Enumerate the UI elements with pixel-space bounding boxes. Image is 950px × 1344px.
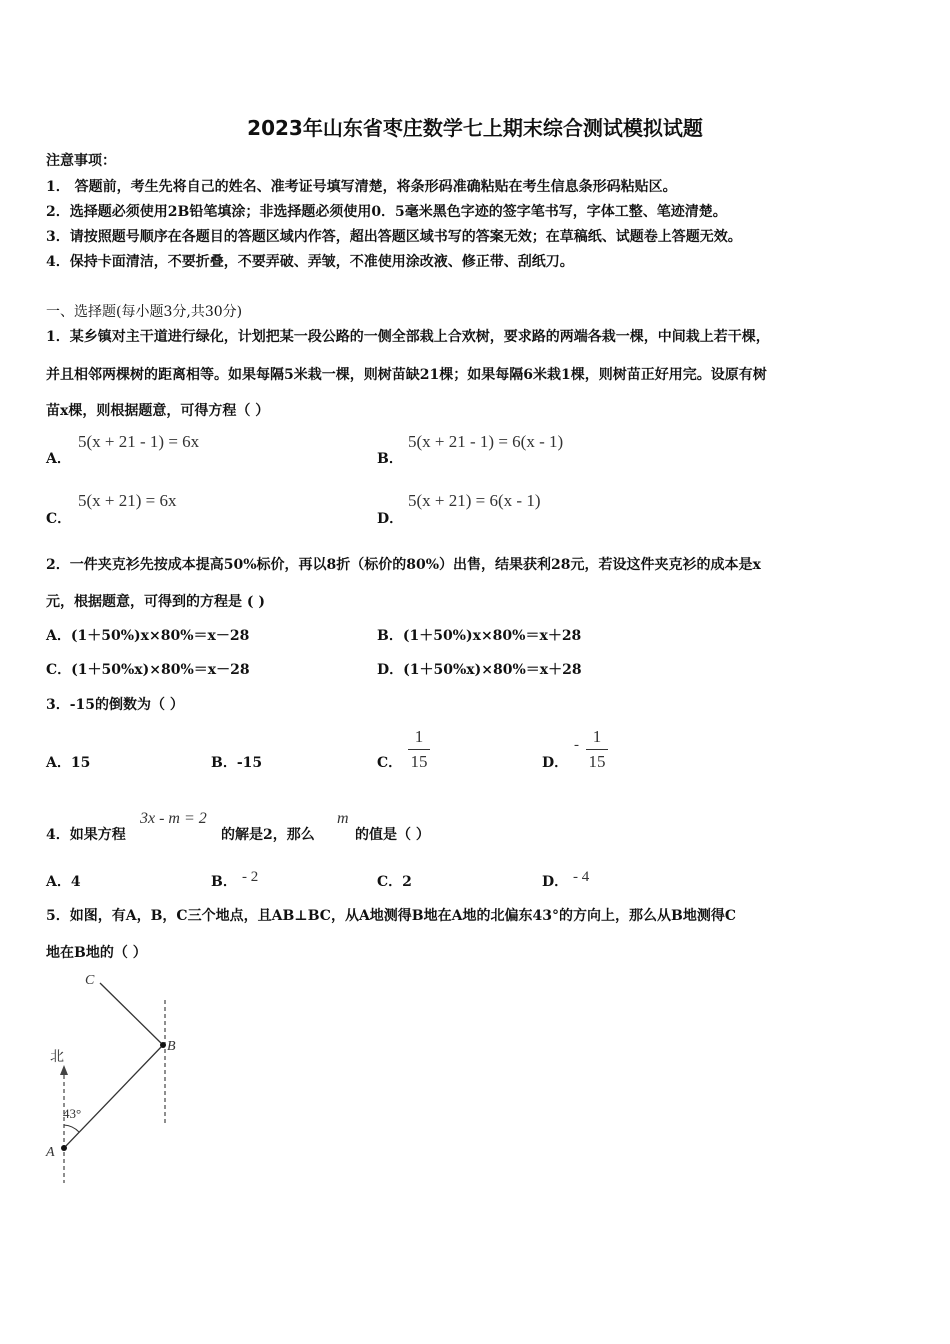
q3-option-d-sign: - <box>574 737 579 753</box>
q4-option-b-label: B． <box>211 874 237 890</box>
q4-stem-suffix: 的值是（ ） <box>355 827 430 843</box>
notice-item: 2．选择题必须使用2B铅笔填涂；非选择题必须使用0．5毫米黑色字迹的签字笔书写，字体工整、笔迹清楚。 <box>46 204 727 220</box>
fraction-bar <box>408 749 430 750</box>
q1-option-a-label: A． <box>46 451 71 467</box>
q1-option-a-equation: 5(x + 21 - 1) = 6x <box>78 432 200 451</box>
label-c: C <box>85 973 95 988</box>
q4-variable: m <box>337 810 349 827</box>
q4-stem-middle: 的解是2，那么 <box>221 827 315 843</box>
section-heading: 一、选择题(每小题3分,共30分) <box>46 304 243 320</box>
fraction-numerator: 1 <box>592 727 602 746</box>
q1-option-d-label: D． <box>377 511 404 527</box>
q5-stem-line: 地在B地的（ ） <box>46 945 147 961</box>
q2-option-a: A．(1＋50%)x×80%＝x－28 <box>46 628 250 644</box>
point-b <box>160 1042 166 1048</box>
fraction-denominator: 15 <box>410 752 428 771</box>
fraction-bar <box>586 749 608 750</box>
q1-stem-line: 并且相邻两棵树的距离相等。如果每隔5米栽一棵，则树苗缺21棵；如果每隔6米栽1棵，则树苗正好用完。设原有树 <box>46 367 767 383</box>
q2-option-b: B．(1＋50%)x×80%＝x＋28 <box>377 628 582 644</box>
q1-option-c-equation: 5(x + 21) = 6x <box>78 491 177 510</box>
q4-option-a: A．4 <box>46 874 81 890</box>
notice-heading: 注意事项： <box>46 153 116 169</box>
q2-stem-line: 2．一件夹克衫先按成本提高50%标价，再以8折（标价的80%）出售，结果获利28元，若设这件夹克衫的成本是x <box>46 557 761 573</box>
page-title: 2023年山东省枣庄数学七上期末综合测试模拟试题 <box>247 116 703 140</box>
q3-option-c-label: C． <box>377 755 403 771</box>
q4-option-c: C．2 <box>377 874 412 890</box>
segment-ab <box>64 1045 163 1148</box>
angle-label: 43° <box>63 1106 82 1121</box>
angle-arc <box>64 1125 79 1132</box>
q4-stem-prefix: 4．如果方程 <box>46 827 126 843</box>
label-a: A <box>46 1145 55 1160</box>
notice-item: 4．保持卡面清洁，不要折叠，不要弄破、弄皱，不准使用涂改液、修正带、刮纸刀。 <box>46 254 574 270</box>
q3-stem: 3．-15的倒数为（ ） <box>46 697 184 713</box>
q1-option-c-label: C． <box>46 511 72 527</box>
notice-item: 3．请按照题号顺序在各题目的答题区域内作答，超出答题区域书写的答案无效；在草稿纸、试题卷上答题无效。 <box>46 229 742 245</box>
q2-option-d: D．(1＋50%x)×80%＝x＋28 <box>377 662 582 678</box>
q1-option-b-label: B． <box>377 451 403 467</box>
point-a <box>61 1145 67 1151</box>
q4-equation: 3x - m = 2 <box>140 810 207 827</box>
q1-stem-line: 1．某乡镇对主干道进行绿化，计划把某一段公路的一侧全部栽上合欢树，要求路的两端各栽一棵，中间栽上若干棵， <box>46 329 770 345</box>
q4-option-d-label: D． <box>542 874 569 890</box>
north-arrow-icon <box>60 1065 68 1075</box>
q5-stem-line: 5．如图，有A，B，C三个地点，且AB⊥BC，从A地测得B地在A地的北偏东43°的方向上，那么从B地测得C <box>46 908 736 924</box>
label-b: B <box>167 1039 176 1054</box>
q4-option-d-value: - 4 <box>573 869 590 885</box>
q3-option-b: B．-15 <box>211 755 263 771</box>
q1-stem-line: 苗x棵，则根据题意，可得方程（ ） <box>46 403 270 419</box>
fraction-numerator: 1 <box>414 727 424 746</box>
q2-stem-line: 元，根据题意，可得到的方程是 ( ) <box>46 594 265 610</box>
fraction-denominator: 15 <box>588 752 606 771</box>
q3-option-c-fraction <box>408 727 430 772</box>
notice-item: 1． 答题前，考生先将自己的姓名、准考证号填写清楚，将条形码准确粘贴在考生信息条形码粘贴区。 <box>46 179 677 195</box>
q3-option-a: A．15 <box>46 755 91 771</box>
q2-option-c: C．(1＋50%x)×80%＝x－28 <box>46 662 250 678</box>
q3-option-d-fraction <box>586 727 608 772</box>
q3-option-d-label: D． <box>542 755 569 771</box>
bearing-figure <box>40 965 190 1190</box>
north-label: 北 <box>50 1049 64 1065</box>
q4-option-b-value: - 2 <box>242 869 259 885</box>
q1-option-b-equation: 5(x + 21 - 1) = 6(x - 1) <box>408 432 564 451</box>
q1-option-d-equation: 5(x + 21) = 6(x - 1) <box>408 491 541 510</box>
segment-bc <box>100 983 163 1045</box>
